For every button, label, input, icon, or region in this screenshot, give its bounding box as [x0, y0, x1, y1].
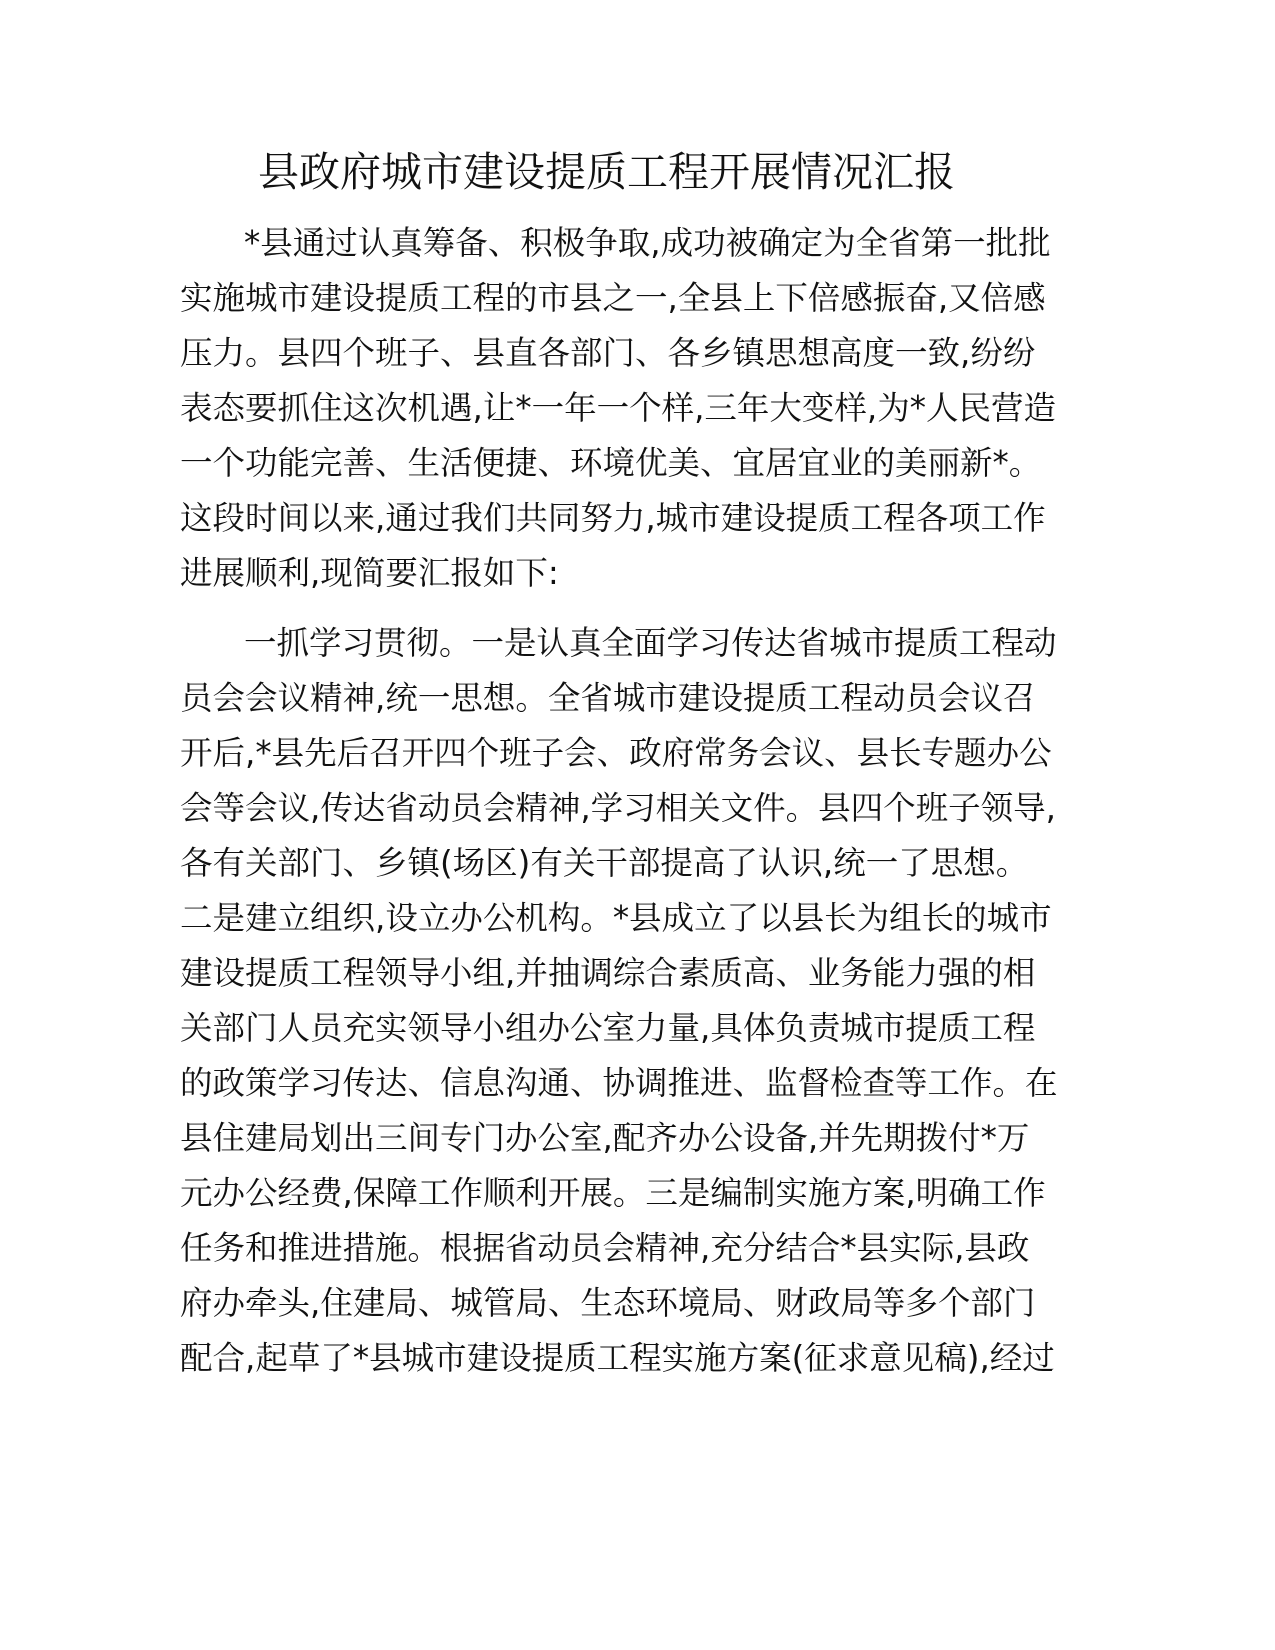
text-line: *县通过认真筹备、积极争取,成功被确定为全省第一批批 — [244, 224, 1051, 262]
text-line: 的政策学习传达、信息沟通、协调推进、监督检查等工作。在 — [180, 1064, 1058, 1102]
text-line: 府办牵头,住建局、城管局、生态环境局、财政局等多个部门 — [180, 1284, 1036, 1322]
text-line: 会等会议,传达省动员会精神,学习相关文件。县四个班子领导, — [180, 789, 1056, 827]
text-line: 实施城市建设提质工程的市县之一,全县上下倍感振奋,又倍感 — [180, 279, 1046, 317]
paragraph-study-implementation — [180, 616, 1058, 1386]
text-line: 建设提质工程领导小组,并抽调综合素质高、业务能力强的相 — [180, 954, 1036, 992]
text-line: 开后,*县先后召开四个班子会、政府常务会议、县长专题办公 — [180, 734, 1052, 772]
text-line: 任务和推进措施。根据省动员会精神,充分结合*县实际,县政 — [180, 1229, 1030, 1267]
text-line: 进展顺利,现简要汇报如下: — [180, 554, 559, 592]
text-line: 一抓学习贯彻。一是认真全面学习传达省城市提质工程动 — [244, 624, 1057, 662]
text-line: 这段时间以来,通过我们共同努力,城市建设提质工程各项工作 — [180, 499, 1046, 537]
text-line: 二是建立组织,设立办公机构。*县成立了以县长为组长的城市 — [180, 899, 1052, 937]
text-line: 员会会议精神,统一思想。全省城市建设提质工程动员会议召 — [180, 679, 1036, 717]
text-line: 表态要抓住这次机遇,让*一年一个样,三年大变样,为*人民营造 — [180, 389, 1056, 427]
text-line: 配合,起草了*县城市建设提质工程实施方案(征求意见稿),经过 — [180, 1339, 1055, 1377]
text-line: 元办公经费,保障工作顺利开展。三是编制实施方案,明确工作 — [180, 1174, 1046, 1212]
text-line: 一个功能完善、生活便捷、环境优美、宜居宜业的美丽新*。 — [180, 444, 1042, 482]
text-line: 压力。县四个班子、县直各部门、各乡镇思想高度一致,纷纷 — [180, 334, 1036, 372]
text-line: 县住建局划出三间专门办公室,配齐办公设备,并先期拨付*万 — [180, 1119, 1030, 1157]
text-line: 各有关部门、乡镇(场区)有关干部提高了认识,统一了思想。 — [180, 844, 1029, 882]
text-line: 关部门人员充实领导小组办公室力量,具体负责城市提质工程 — [180, 1009, 1036, 1047]
document-title: 县政府城市建设提质工程开展情况汇报 — [258, 148, 955, 196]
paragraph-intro — [180, 216, 1056, 601]
